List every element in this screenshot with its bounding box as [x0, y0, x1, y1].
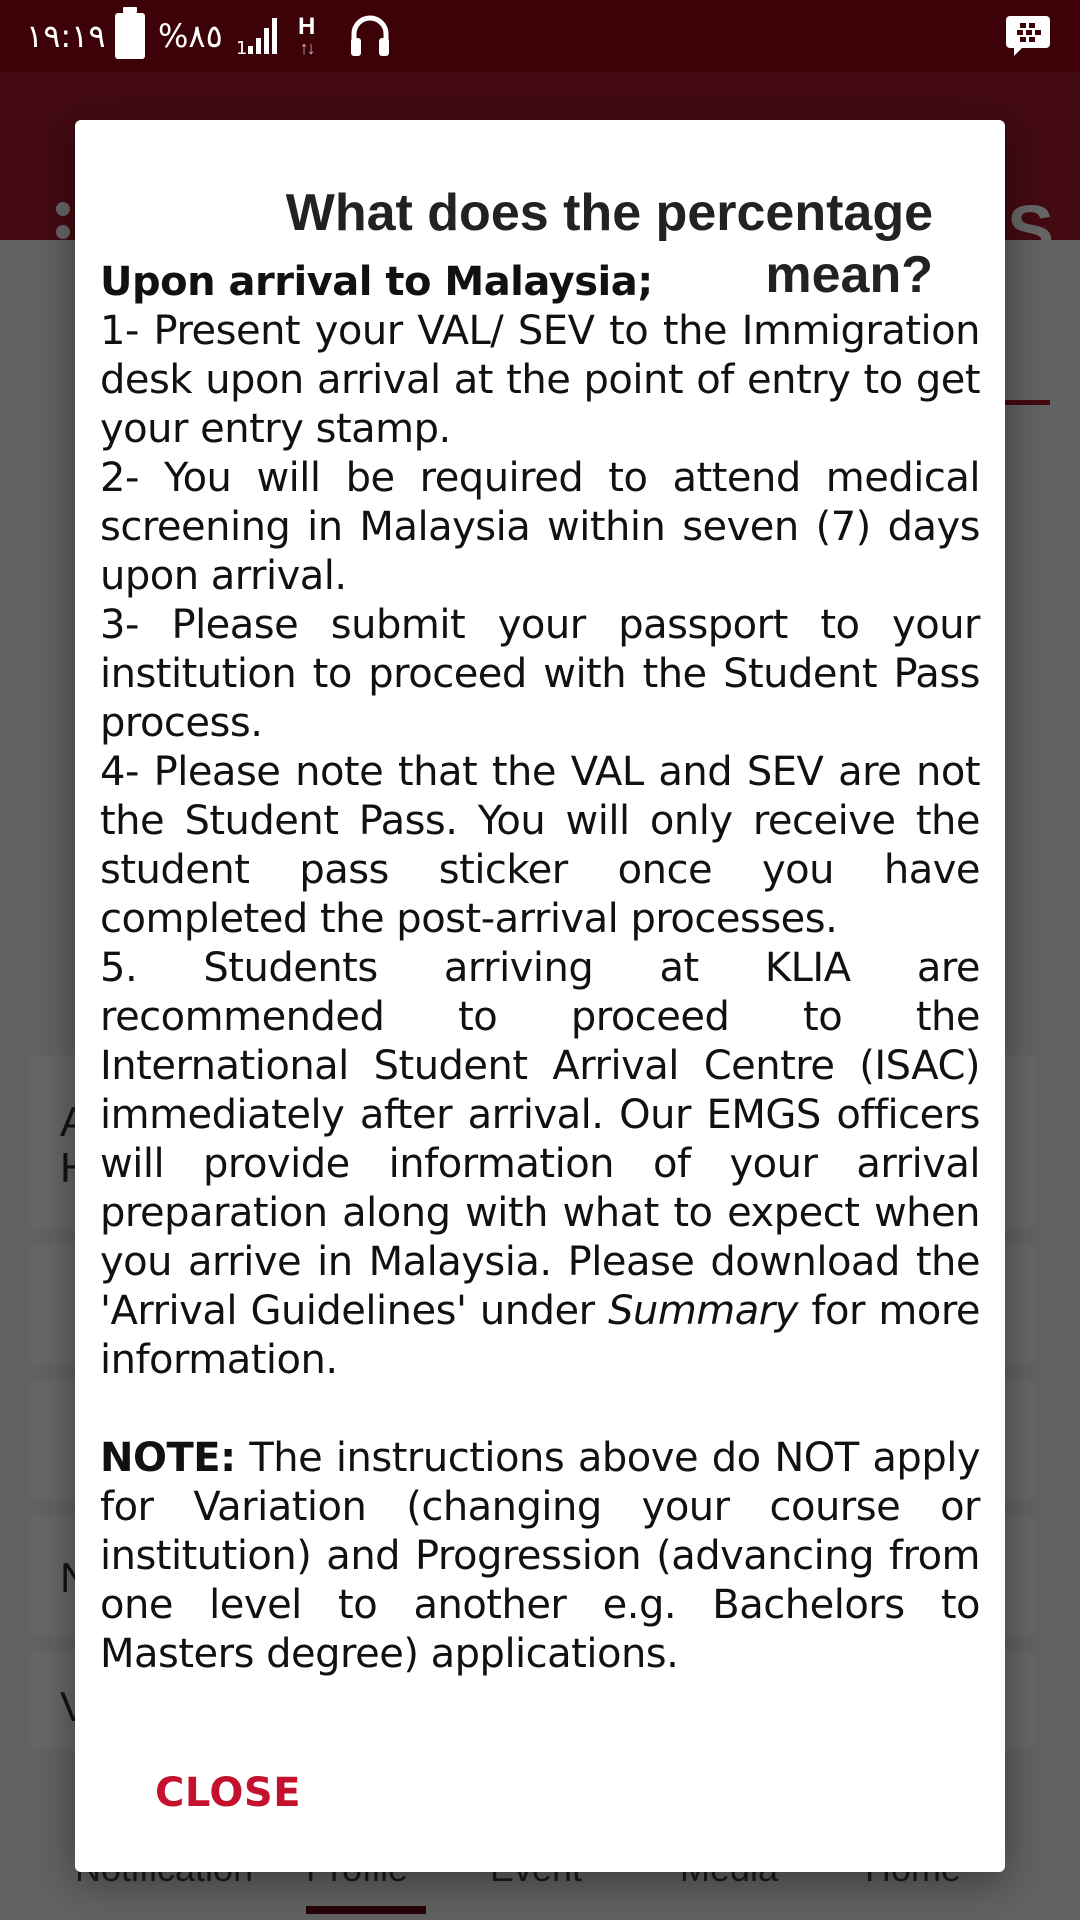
network-type-indicator	[298, 0, 315, 72]
close-button[interactable]: CLOSE	[145, 1760, 311, 1826]
headset-icon	[348, 0, 392, 72]
network-type-label: H	[298, 13, 316, 40]
svg-text:1: 1	[236, 38, 248, 59]
instruction-item-5-end: for more information.	[100, 1288, 980, 1383]
instruction-item: 4- Please note that the VAL and SEV are not the Student Pass. You will only receive the student pass sticker once you have completed the post-arrival processes.	[100, 749, 980, 942]
instruction-item-5-text: 5. Students arriving at KLIA are recommended to proceed to the International Student Arrival Centre (ISAC) immediately after arrival. Our EMGS officers will provide information of your arrival preparation along with what to expect when you arrive in Malaysia. Please download the 'Arrival Guidelines' under	[100, 945, 980, 1334]
signal-icon	[236, 0, 282, 72]
dialog-body[interactable]	[100, 259, 980, 1788]
battery-icon	[115, 0, 145, 72]
bbm-icon	[1006, 0, 1050, 72]
status-time: ١٩:١٩	[26, 17, 106, 55]
instruction-item: 1- Present your VAL/ SEV to the Immigration desk upon arrival at the point of entry to get your entry stamp.	[100, 308, 980, 452]
summary-reference: Summary	[608, 1288, 798, 1334]
note-label: NOTE:	[100, 1435, 236, 1481]
battery-percent: %٨٥	[158, 17, 223, 55]
instruction-item-5	[100, 944, 980, 1385]
info-dialog	[75, 120, 1005, 1872]
arrival-heading: Upon arrival to Malaysia;	[100, 259, 653, 305]
data-arrows-icon: ↑↓	[299, 38, 314, 58]
dialog-title: What does the percentage mean?	[285, 184, 933, 304]
instruction-item: 2- You will be required to attend medical screening in Malaysia within seven (7) days upon arrival.	[100, 455, 980, 599]
instruction-item: 3- Please submit your passport to your institution to proceed with the Student Pass process.	[100, 602, 980, 746]
status-bar	[0, 0, 1080, 72]
note-text: The instructions above do NOT apply for Variation (changing your course or institution) and Progression (advancing from one level to another e.g. Bachelors to Masters degree) applications.	[100, 1435, 980, 1677]
note-paragraph	[100, 1434, 980, 1679]
